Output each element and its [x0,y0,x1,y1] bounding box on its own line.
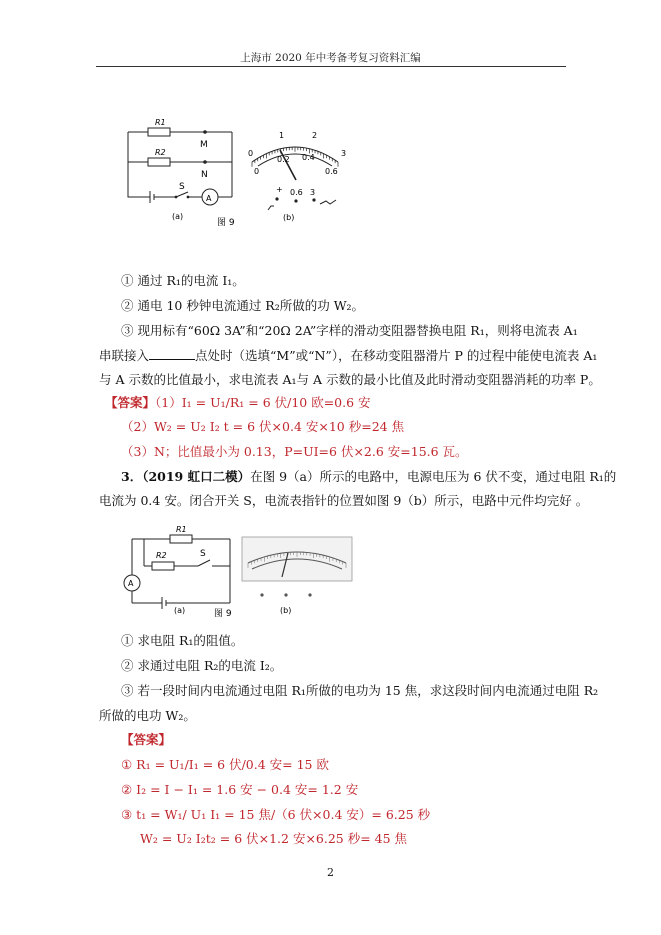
resistor-r1-icon [148,128,170,136]
fig1-r1-label: R1 [155,118,166,127]
q2-item-3-prefix: 串联接入 [99,348,150,363]
q3-item-3-line2: 所做的电功 W₂。 [99,708,196,723]
q3-text-1: 在图 9（a）所示的电路中，电源电压为 6 伏不变，通过电阻 R₁的 [250,469,617,484]
q2-answer [105,394,371,412]
q3-answer-3: ③ t₁ = W₁/ U₁ I₁ = 15 焦/（6 伏×0.4 安）= 6.25 秒 [121,807,431,822]
q2-answer-2: （2）W₂ = U₂ I₂ t = 6 伏×0.4 安×10 秒=24 焦 [121,419,405,434]
fig1-caption: 图 9 [217,218,235,228]
fig2-label-b: (b) [280,606,292,615]
q3-number: 3． [121,469,143,484]
q2-item-3-line3: 与 A 示数的比值最小，求电流表 A₁与 A 示数的最小比值及此时滑动变阻器消耗的功率 P。 [99,372,601,387]
q2-answer-3: （3）N；比值最小为 0.13，P=UI=6 伏×2.6 安=15.6 瓦。 [121,444,468,459]
q2-answer-1: （1）I₁ = U₁/R₁ = 6 伏/10 欧=0.6 安 [155,395,371,410]
fill-blank [149,347,195,360]
q3-intro-line2: 电流为 0.4 安。闭合开关 S，电流表指针的位置如图 9（b）所示，电路中元件均完好 。 [99,493,589,508]
fig2-s-label: S [200,549,206,559]
fig1-n-label: N [201,170,208,180]
q3-item-3-line1: ③ 若一段时间内电流通过电阻 R₁所做的电功为 15 焦，求这段时间内电流通过电阻 R₂ [121,683,599,698]
q2-item-1: ① 通过 R₁的电流 I₁。 [121,273,245,288]
page-header: 上海市 2020 年中考备考复习资料汇编 [240,52,421,64]
q2-item-3-line2 [99,347,597,365]
figure-2 [118,523,358,618]
fig1-label-a: (a) [172,212,184,221]
fig2-resistor-r2-icon [152,562,174,570]
fig1-s-label: S [179,182,185,192]
q3-source: （2019 虹口二模） [142,469,251,484]
q3-answer-4: W₂ = U₂ I₂t₂ = 6 伏×1.2 安×6.25 秒= 45 焦 [140,831,408,846]
fig2-ammeter-label: A [128,579,134,588]
q3-answer-1: ① R₁ = U₁/I₁ = 6 伏/0.4 安= 15 欧 [121,757,329,772]
meter-top-1: 1 [279,131,285,140]
meter-top-2: 2 [312,131,318,140]
fig2-switch-icon [198,560,210,566]
q3-item-2: ② 求通过电阻 R₂的电流 I₂。 [121,658,283,673]
q3-intro-line1 [121,468,616,486]
q2-answer-tag: 【答案】 [105,395,156,410]
q3-answer-2: ② I₂ = I − I₁ = 1.6 安 − 0.4 安= 1.2 安 [121,782,359,797]
q2-item-2: ② 通电 10 秒钟电流通过 R₂所做的功 W₂。 [121,298,365,313]
figure-1 [120,112,360,232]
header-rule [96,66,566,67]
q3-answer-tag: 【答案】 [121,732,172,747]
fig1-ammeter-label: A [206,194,212,203]
meter-bottom-0: 0 [254,167,260,176]
fig1-label-b: (b) [283,213,295,222]
switch-icon [176,192,188,197]
fig1-r2-label: R2 [155,148,166,157]
q2-item-3-suffix: 点处时（选填“M”或“N”），在移动变阻器滑片 P 的过程中能使电流表 A₁ [195,348,598,363]
fig2-resistor-r1-icon [170,535,192,543]
fig2-label-a: (a) [174,606,186,615]
fig1-m-label: M [200,140,208,150]
page-number: 2 [327,866,334,879]
resistor-r2-icon [148,158,170,166]
meter-bottom-06: 0.6 [325,167,338,176]
terminal-3: 3 [310,188,316,197]
fig2-r2-label: R2 [156,551,167,560]
fig2-caption: 图 9 [214,609,232,618]
meter-top-0: 0 [248,149,254,158]
q3-item-1: ① 求电阻 R₁的阻值。 [121,633,244,648]
meter-bottom-02: 0.2 [277,155,290,164]
meter-top-3: 3 [341,149,347,158]
q2-item-3-line1: ③ 现用标有“60Ω 3A”和“20Ω 2A”字样的滑动变阻器替换电阻 R₁，则将电流表 A₁ [121,323,578,338]
terminal-minus: + [276,185,283,194]
terminal-06: 0.6 [290,188,303,197]
fig2-r1-label: R1 [176,525,187,534]
fig2-ammeter-dial [242,537,352,597]
meter-bottom-04: 0.4 [302,153,315,162]
